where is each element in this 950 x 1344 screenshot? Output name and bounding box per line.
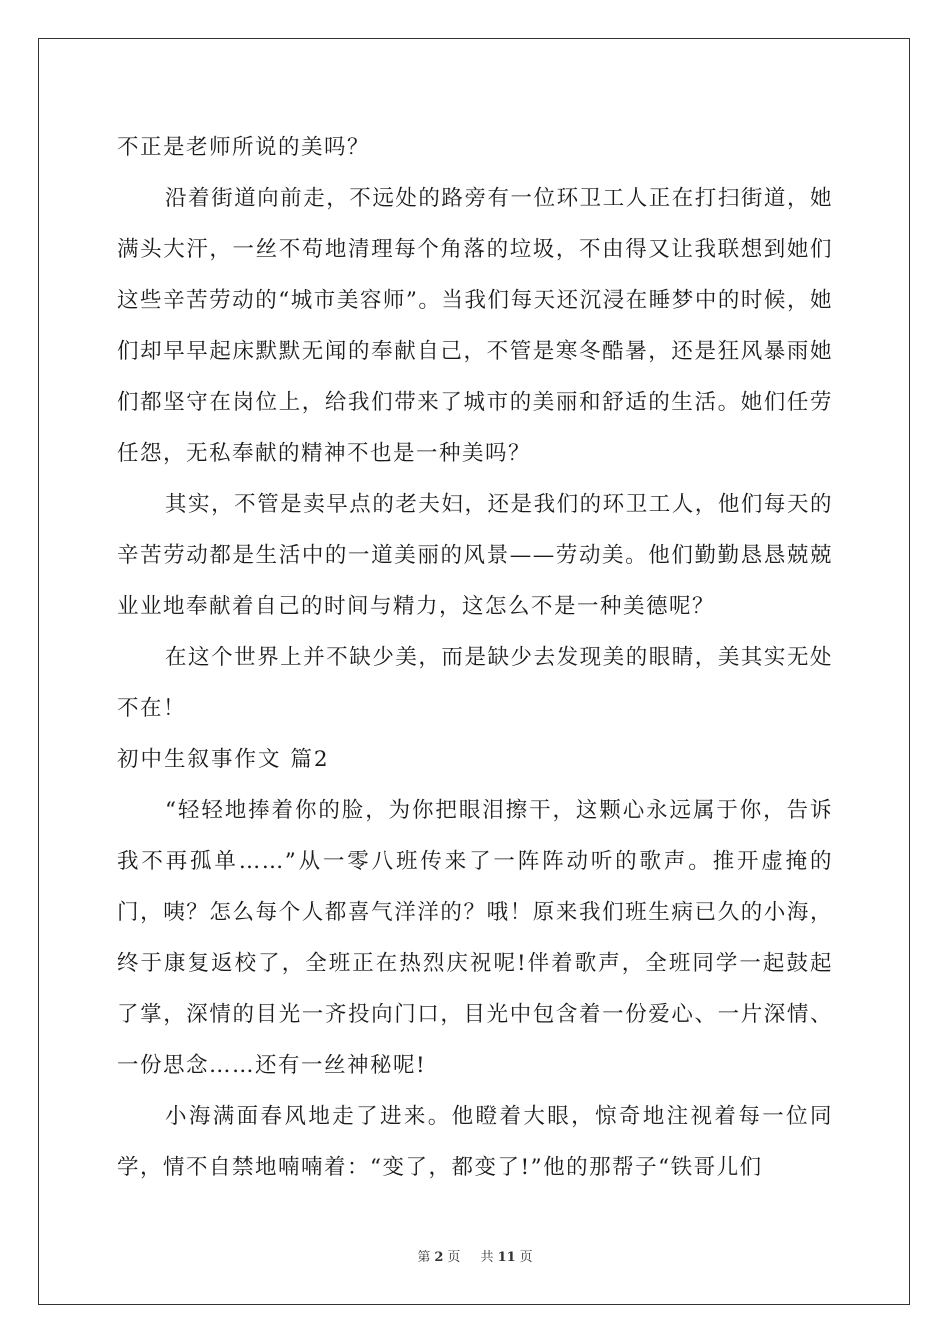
paragraph-labor-beauty: 其实，不管是卖早点的老夫妇，还是我们的环卫工人，他们每天的辛苦劳动都是生活中的一道美丽的风景——劳动美。他们勤勤恳恳兢兢业业地奉献着自己的时间与精力，这怎么不是一种美德呢？ xyxy=(117,492,833,619)
page-footer xyxy=(0,1246,950,1265)
paragraph-xiaohai-enters: 小海满面春风地走了进来。他瞪着大眼，惊奇地注视着每一位同学，情不自禁地喃喃着：“变了，都变了!”他的那帮子“铁哥儿们 xyxy=(117,1104,833,1180)
page-indicator: 第 2 页 xyxy=(417,1250,461,1265)
paragraph-beauty-everywhere: 在这个世界上并不缺少美，而是缺少去发现美的眼睛，美其实无处不在！ xyxy=(117,645,833,721)
page-number: 2 xyxy=(434,1250,444,1265)
paragraph-continuation: 不正是老师所说的美吗？ xyxy=(117,135,371,160)
section-heading: 初中生叙事作文 篇2 xyxy=(117,747,330,772)
document-body xyxy=(117,122,833,1193)
paragraph-song-welcome: “轻轻地捧着你的脸，为你把眼泪擦干，这颗心永远属于你，告诉我不再孤单……”从一零八班传来了一阵阵动听的歌声。推开虚掩的门，咦？怎么每个人都喜气洋洋的？哦！原来我们班生病已久的小海，终于康复返校了，全班正在热烈庆祝呢!伴着歌声，全班同学一起鼓起了掌，深情的目光一齐投向门口，目光中包含着一份爱心、一片深情、一份思念……还有一丝神秘呢! xyxy=(117,798,833,1078)
total-pages: 11 xyxy=(497,1250,516,1265)
total-pages-indicator: 共 11 页 xyxy=(480,1250,533,1265)
paragraph-sanitation-worker: 沿着街道向前走，不远处的路旁有一位环卫工人正在打扫街道，她满头大汗，一丝不苟地清理每个角落的垃圾，不由得又让我联想到她们这些辛苦劳动的“城市美容师”。当我们每天还沉浸在睡梦中的时候，她们却早早起床默默无闻的奉献自己，不管是寒冬酷暑，还是狂风暴雨她们都坚守在岗位上，给我们带来了城市的美丽和舒适的生活。她们任劳任怨，无私奉献的精神不也是一种美吗？ xyxy=(117,186,833,466)
